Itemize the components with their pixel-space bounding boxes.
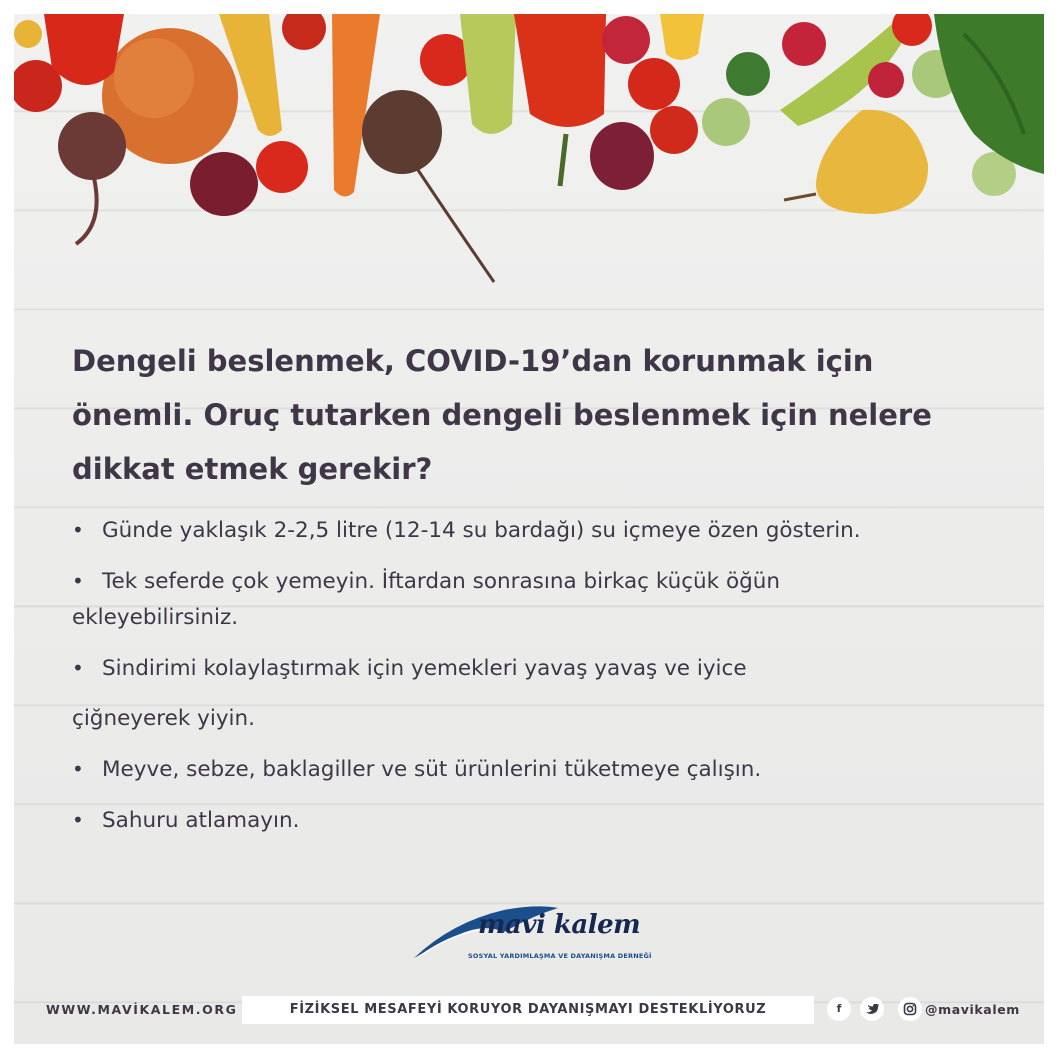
green-pepper-shape: [460, 14, 516, 134]
list-item: [72, 512, 1012, 549]
bullet-icon: •: [72, 757, 84, 781]
tomato-shape: [868, 62, 904, 98]
tomato-shape: [14, 20, 42, 48]
onion-shape: [590, 122, 654, 190]
instagram-handle[interactable]: @mavikalem: [925, 1002, 1020, 1017]
list-item: [72, 563, 1012, 600]
bullet-icon: •: [72, 518, 84, 542]
red-pepper-shape: [514, 14, 606, 127]
list-item: [72, 650, 1012, 687]
vegetables-header-image: [14, 14, 1044, 304]
tomato-shape: [628, 58, 680, 110]
bullet-icon: •: [72, 569, 84, 593]
list-item-text: Günde yaklaşık 2-2,5 litre (12-14 su bardağı) su içmeye özen gösterin.: [102, 518, 861, 543]
tomato-shape: [650, 106, 698, 154]
twitter-icon[interactable]: [860, 997, 884, 1021]
bullet-icon: •: [72, 656, 84, 680]
headline: Dengeli beslenmek, COVID-19’dan korunmak için önemli. Oruç tutarken dengeli beslenmek için nelere dikkat etmek gerekir?: [72, 344, 932, 486]
broccoli-shape: [726, 52, 770, 96]
instagram-icon[interactable]: [898, 997, 922, 1021]
bullet-icon: •: [72, 808, 84, 832]
tomato-shape: [282, 14, 326, 50]
logo-subtitle: SOSYAL YARDIMLAŞMA VE DAYANIŞMA DERNEĞİ: [468, 952, 652, 960]
slogan-banner: FİZİKSEL MESAFEYİ KORUYOR DAYANIŞMAYI DESTEKLİYORUZ: [242, 996, 814, 1024]
brussels-sprout-shape: [702, 98, 750, 146]
list-item-continuation: ekleyebilirsiniz.: [72, 605, 239, 630]
list-item-text: Sindirimi kolaylaştırmak için yemekleri yavaş yavaş ve iyice: [102, 656, 747, 681]
radish-shape: [782, 22, 826, 66]
list-item: [72, 751, 1012, 788]
tips-list: [72, 512, 1012, 839]
list-item-text: Meyve, sebze, baklagiller ve süt ürünlerini tüketmeye çalışın.: [102, 757, 762, 782]
onion-shape: [190, 152, 258, 216]
logo-name: mavi kalem: [478, 910, 641, 940]
facebook-icon[interactable]: f: [827, 997, 851, 1021]
tomato-shape: [256, 141, 308, 193]
leafy-greens-shape: [934, 14, 1044, 174]
beetroot-shape: [58, 112, 126, 180]
list-item-continuation: çiğneyerek yiyin.: [72, 706, 255, 731]
list-item: [72, 802, 1012, 839]
yellow-pepper-shape: [660, 14, 704, 60]
list-item-text: Sahuru atlamayın.: [102, 808, 300, 833]
list-item-text: Tek seferde çok yemeyin. İftardan sonrasına birkaç küçük öğün: [102, 569, 781, 594]
mavi-kalem-logo: [412, 902, 652, 974]
footer-bar: [14, 994, 1044, 1026]
radish-shape: [602, 16, 650, 64]
website-link[interactable]: WWW.MAVİKALEM.ORG: [46, 1002, 238, 1017]
social-post-card: [14, 14, 1044, 1044]
beetroot-shape: [362, 90, 442, 174]
pear-shape: [816, 110, 928, 214]
